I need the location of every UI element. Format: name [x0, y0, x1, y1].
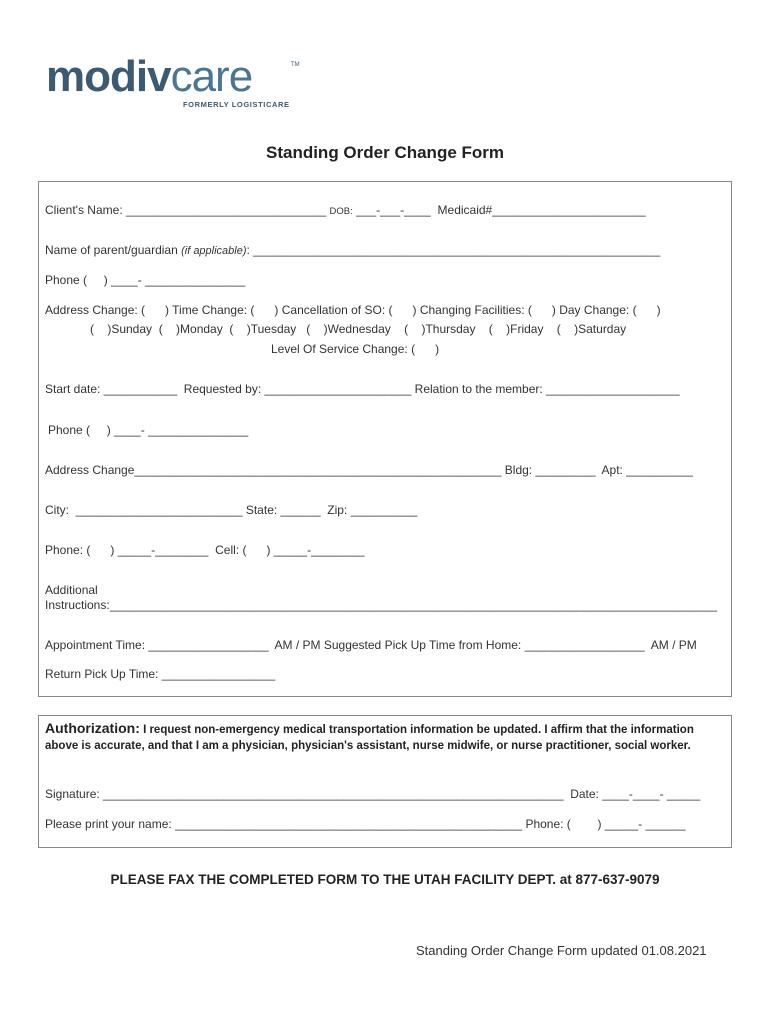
phone-field-1[interactable]: Phone ( ) ____- _______________: [45, 273, 246, 287]
guardian-row[interactable]: [45, 243, 660, 257]
form-box: [38, 181, 732, 697]
appointment-time-row[interactable]: Appointment Time: __________________ AM / PM Suggested Pick Up Time from Home: __________________ AM / PM: [45, 638, 697, 652]
city-state-zip-row[interactable]: City: _________________________ State: ______ Zip: __________: [45, 503, 418, 517]
return-pickup-row[interactable]: Return Pick Up Time: _________________: [45, 667, 276, 681]
authorization-body: I request non-emergency medical transportation information be updated. I affirm that the information above is accurate, and that I am a physician, physician's assistant, nurse midwife, or nurse practitioner, social worker.: [45, 724, 694, 752]
dob-field[interactable]: ___-___-____: [352, 203, 431, 217]
additional-label: Additional: [45, 583, 98, 597]
fax-instruction: PLEASE FAX THE COMPLETED FORM TO THE UTAH FACILITY DEPT. at 877-637-9079: [110, 872, 660, 887]
logo-subtitle: FORMERLY LOGISTICARE: [183, 100, 290, 109]
level-of-service-checkbox[interactable]: Level Of Service Change: ( ): [271, 342, 440, 356]
medicaid-field[interactable]: Medicaid#_______________________: [437, 203, 646, 217]
dob-label: DOB:: [329, 206, 353, 217]
phone-field-2[interactable]: Phone ( ) ____- _______________: [48, 423, 249, 437]
changes-checkbox-row[interactable]: Address Change: ( ) Time Change: ( ) Cancellation of SO: ( ) Changing Facilities: ( ) Day Change: ( ): [45, 303, 661, 317]
logo-word-care: care: [170, 52, 253, 101]
footer-note: Standing Order Change Form updated 01.08.2021: [416, 943, 707, 958]
print-name-row[interactable]: Please print your name: ____________________________________________________ Phone: ( ) _____- ______: [45, 817, 686, 831]
guardian-label: Name of parent/guardian: [45, 243, 182, 257]
signature-row[interactable]: Signature: _____________________________________________________________________ Date: ____-____- _____: [45, 787, 701, 801]
phone-cell-row[interactable]: Phone: ( ) _____-________ Cell: ( ) _____-________: [45, 543, 365, 557]
modivcare-logo: [46, 52, 252, 102]
logo-word-modiv: modiv: [46, 52, 171, 101]
client-name-field[interactable]: Client's Name: ______________________________: [45, 203, 327, 217]
start-date-row[interactable]: Start date: ___________ Requested by: ______________________ Relation to the member: ____________________: [45, 382, 680, 396]
authorization-text: [45, 721, 725, 754]
guardian-note: (if applicable): [181, 245, 247, 257]
page-title: Standing Order Change Form: [265, 143, 505, 162]
logo-trademark: TM: [291, 62, 300, 68]
instructions-field[interactable]: Instructions:___________________________________________________________________________________________: [45, 598, 718, 612]
address-change-row[interactable]: Address Change_______________________________________________________ Bldg: _________ Apt: __________: [45, 463, 693, 477]
day-checkbox-row[interactable]: ( )Sunday ( )Monday ( )Tuesday ( )Wednesday ( )Thursday ( )Friday ( )Saturday: [90, 322, 627, 336]
guardian-field[interactable]: : _____________________________________________________________: [246, 243, 661, 257]
authorization-heading: Authorization:: [45, 720, 140, 736]
client-name-row: [45, 203, 646, 217]
